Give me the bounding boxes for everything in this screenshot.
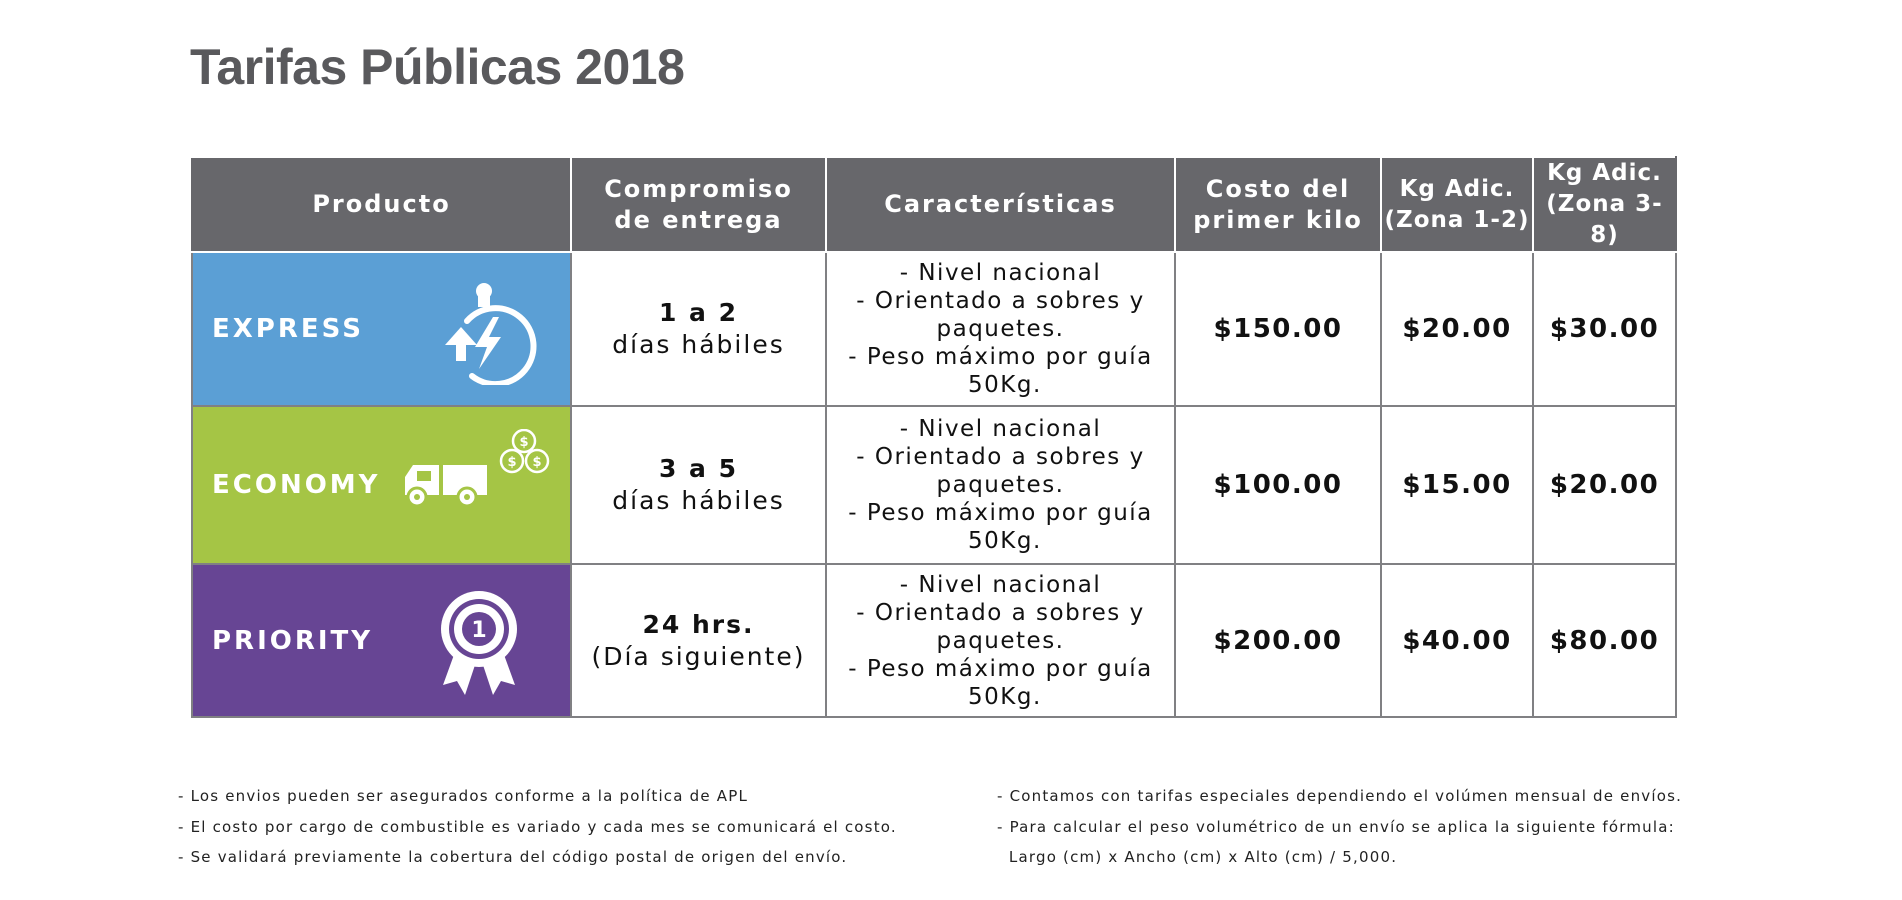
feature-line: - Orientado a sobres y bbox=[856, 599, 1145, 626]
product-cell-express bbox=[192, 252, 571, 406]
kg-zone-3-8-price: $30.00 bbox=[1533, 252, 1676, 406]
rates-table bbox=[191, 156, 1677, 718]
stopwatch-lightning-icon bbox=[427, 281, 537, 385]
delivery-sub: (Día siguiente) bbox=[591, 641, 806, 671]
delivery-main: 24 hrs. bbox=[642, 609, 755, 639]
kg-zone-1-2-price: $40.00 bbox=[1381, 564, 1533, 717]
header-first-kilo: Costo del primer kilo bbox=[1175, 157, 1381, 252]
product-cell-priority bbox=[192, 564, 571, 717]
kg-zone-1-2-price: $20.00 bbox=[1381, 252, 1533, 406]
note-item: - Se validará previamente la cobertura del código postal de origen del envío. bbox=[178, 848, 848, 866]
delivery-cell bbox=[571, 564, 826, 717]
first-kilo-price: $100.00 bbox=[1175, 406, 1381, 564]
product-cell-economy bbox=[192, 406, 571, 564]
note-item: - Los envios pueden ser asegurados conforme a la política de APL bbox=[178, 787, 748, 805]
notes-right bbox=[997, 781, 1682, 873]
first-kilo-price: $150.00 bbox=[1175, 252, 1381, 406]
header-kg-zone-1-2: Kg Adic. (Zona 1-2) bbox=[1381, 157, 1533, 252]
feature-line: paquetes. bbox=[936, 627, 1065, 654]
svg-text:1: 1 bbox=[471, 618, 487, 643]
header-product: Producto bbox=[192, 157, 571, 252]
kg-zone-3-8-price: $20.00 bbox=[1533, 406, 1676, 564]
delivery-main: 3 a 5 bbox=[658, 454, 739, 483]
award-ribbon-icon bbox=[437, 589, 521, 701]
note-item: Largo (cm) x Ancho (cm) x Alto (cm) / 5,000. bbox=[997, 848, 1398, 866]
features-cell bbox=[826, 252, 1175, 406]
features-cell bbox=[826, 406, 1175, 564]
feature-line: - Nivel nacional bbox=[899, 416, 1102, 442]
feature-line: paquetes. bbox=[936, 316, 1065, 342]
delivery-cell bbox=[571, 406, 826, 564]
first-kilo-price: $200.00 bbox=[1175, 564, 1381, 717]
svg-text:$: $ bbox=[532, 455, 542, 470]
svg-text:$: $ bbox=[507, 455, 517, 470]
feature-line: - Orientado a sobres y bbox=[856, 444, 1145, 470]
delivery-sub: días hábiles bbox=[612, 486, 785, 515]
feature-line: - Peso máximo por guía bbox=[848, 655, 1153, 682]
table-row-express bbox=[192, 252, 1676, 406]
table-header-row bbox=[192, 157, 1676, 252]
feature-line: 50Kg. bbox=[959, 528, 1042, 554]
note-item: - Para calcular el peso volumétrico de un envío se aplica la siguiente fórmula: bbox=[997, 817, 1675, 836]
feature-line: 50Kg. bbox=[959, 372, 1042, 398]
delivery-main: 1 a 2 bbox=[658, 298, 739, 327]
notes-left bbox=[178, 781, 897, 873]
feature-line: - Nivel nacional bbox=[899, 260, 1102, 286]
delivery-cell bbox=[571, 252, 826, 406]
svg-text:$: $ bbox=[519, 435, 529, 450]
kg-zone-3-8-price: $80.00 bbox=[1533, 564, 1676, 717]
feature-line: - Peso máximo por guía bbox=[848, 500, 1153, 526]
feature-line: - Orientado a sobres y bbox=[856, 288, 1145, 314]
product-name: PRIORITY bbox=[212, 625, 374, 656]
table-row-priority bbox=[192, 564, 1676, 717]
kg-zone-1-2-price: $15.00 bbox=[1381, 406, 1533, 564]
note-item: - Contamos con tarifas especiales dependiendo el volúmen mensual de envíos. bbox=[997, 787, 1683, 805]
table-row-economy bbox=[192, 406, 1676, 564]
feature-line: - Peso máximo por guía bbox=[848, 344, 1153, 370]
feature-line: 50Kg. bbox=[959, 683, 1042, 710]
features-cell bbox=[826, 564, 1175, 717]
page-title: Tarifas Públicas 2018 bbox=[190, 39, 685, 95]
product-name: EXPRESS bbox=[212, 314, 364, 344]
feature-line: paquetes. bbox=[936, 472, 1065, 498]
product-name: ECONOMY bbox=[212, 470, 381, 500]
header-kg-zone-3-8: Kg Adic. (Zona 3-8) bbox=[1533, 157, 1676, 252]
delivery-sub: días hábiles bbox=[612, 330, 785, 359]
truck-coins-icon bbox=[401, 429, 561, 519]
header-features: Características bbox=[826, 157, 1175, 252]
note-item: - El costo por cargo de combustible es variado y cada mes se comunicará el costo. bbox=[178, 817, 897, 836]
feature-line: - Nivel nacional bbox=[899, 571, 1102, 598]
header-delivery: Compromiso de entrega bbox=[571, 157, 826, 252]
